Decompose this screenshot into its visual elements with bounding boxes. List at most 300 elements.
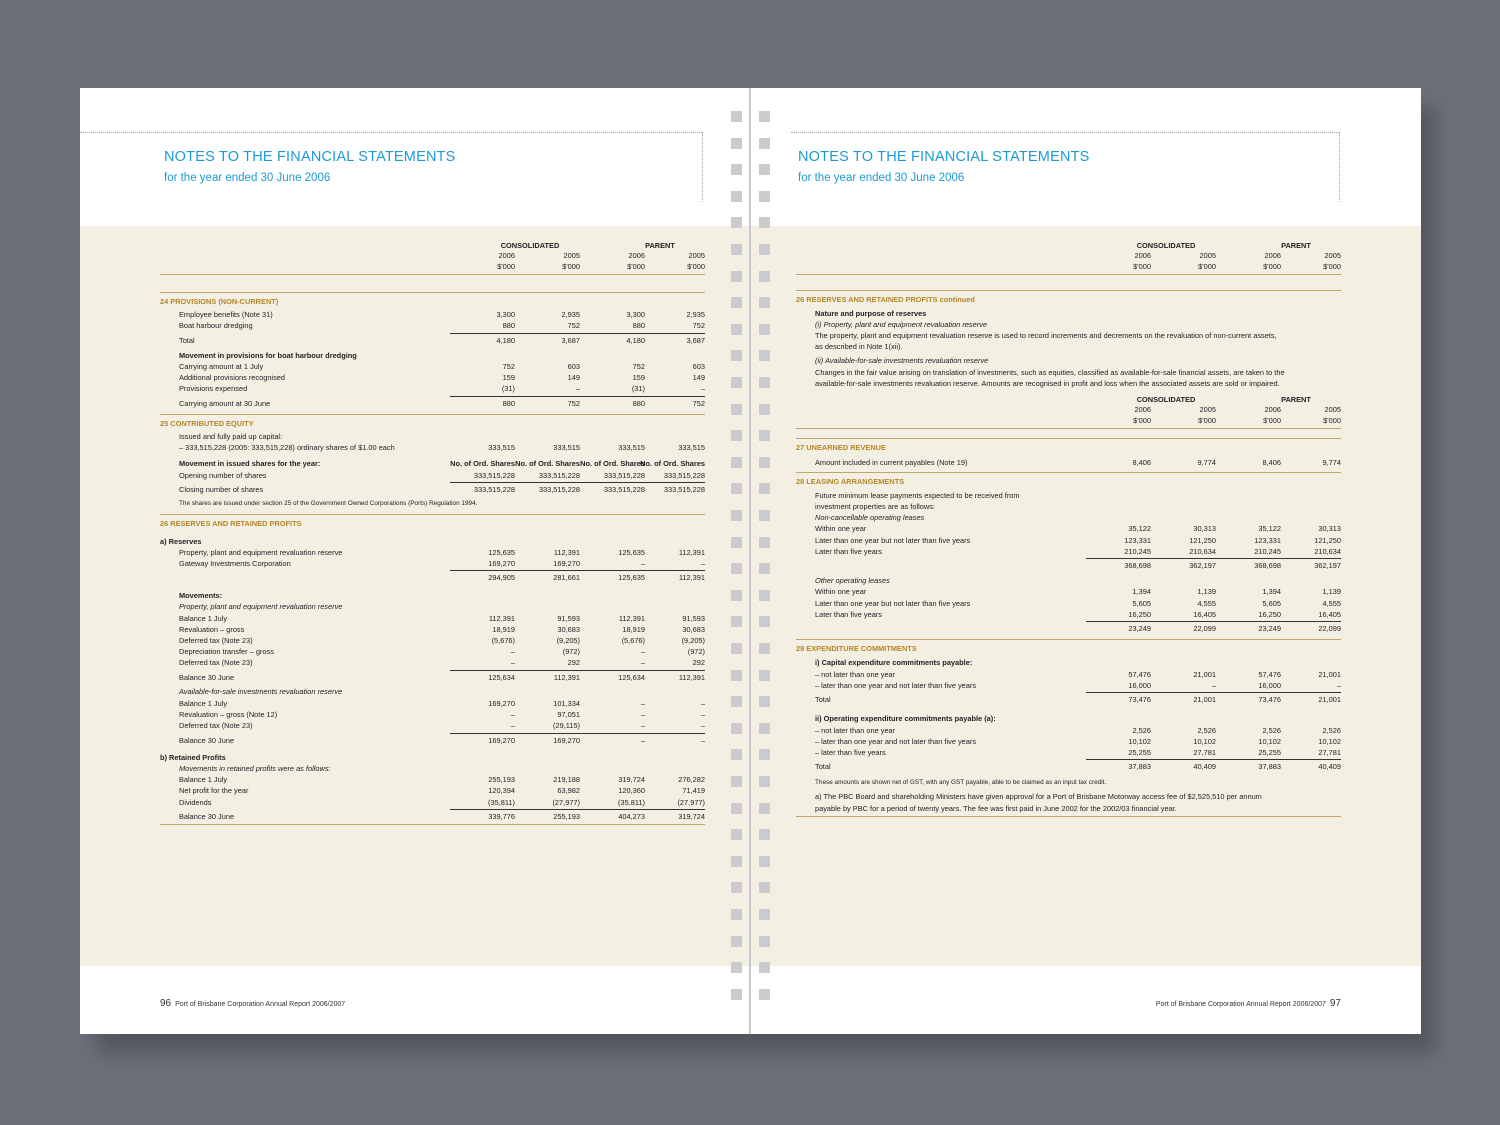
value-cell: 149 bbox=[567, 373, 580, 382]
year-cell: 2006 bbox=[1264, 405, 1281, 414]
row-label: Total bbox=[179, 336, 195, 345]
table-row bbox=[796, 535, 1341, 546]
binding-ring bbox=[731, 936, 742, 947]
row-label: (i) Property, plant and equipment revaluation reserve bbox=[815, 320, 987, 329]
table-row bbox=[160, 735, 705, 746]
parent-header: PARENT bbox=[1281, 241, 1311, 250]
row-label: investment properties are as follows: bbox=[815, 502, 935, 511]
value-cell: 30,313 bbox=[1318, 524, 1341, 533]
value-cell: 752 bbox=[632, 362, 645, 371]
value-cell: 210,245 bbox=[1254, 547, 1281, 556]
row-label: Property, plant and equipment revaluation reserve bbox=[179, 602, 343, 611]
binding-ring bbox=[731, 510, 742, 521]
report-name: Port of Brisbane Corporation Annual Report 2006/2007 bbox=[175, 1001, 346, 1008]
value-cell: (31) bbox=[501, 384, 515, 393]
row-label: – later than one year and not later than five years bbox=[815, 681, 977, 690]
row-label: Total bbox=[815, 695, 831, 704]
row-label: Employee benefits (Note 31) bbox=[179, 310, 273, 319]
row-label: 29 EXPENDITURE COMMITMENTS bbox=[796, 644, 917, 653]
value-cell: 112,391 bbox=[678, 573, 705, 582]
page-subtitle: for the year ended 30 June 2006 bbox=[164, 172, 331, 184]
row-label: The property, plant and equipment revaluation reserve is used to record increments and decrements on the revaluation of non-current assets, bbox=[815, 331, 1277, 340]
value-cell: 112,391 bbox=[553, 548, 580, 557]
value-cell: (35,811) bbox=[488, 798, 515, 807]
subtotal-rule bbox=[450, 570, 705, 571]
value-cell: 21,001 bbox=[1193, 670, 1216, 679]
table-row bbox=[160, 350, 705, 361]
binding-ring bbox=[731, 909, 742, 920]
row-label: Balance 1 July bbox=[179, 699, 228, 708]
binding-ring bbox=[731, 989, 742, 1000]
binding-ring bbox=[731, 377, 742, 388]
table-row bbox=[160, 398, 705, 409]
dotted-rule bbox=[1339, 132, 1340, 202]
section-rule bbox=[796, 472, 1341, 473]
table-row bbox=[160, 785, 705, 796]
row-label: Later than five years bbox=[815, 610, 882, 619]
value-cell: 123,331 bbox=[1124, 536, 1151, 545]
binding-ring bbox=[759, 803, 770, 814]
section-rule bbox=[160, 292, 705, 293]
row-label: Nature and purpose of reserves bbox=[815, 309, 927, 318]
value-cell: – bbox=[640, 647, 645, 656]
binding-ring bbox=[759, 590, 770, 601]
value-cell: 603 bbox=[692, 362, 705, 371]
end-rule bbox=[160, 824, 705, 825]
value-cell: 18,919 bbox=[622, 625, 645, 634]
value-cell: 333,515,228 bbox=[663, 471, 705, 480]
value-cell: (5,676) bbox=[621, 636, 645, 645]
value-cell: No. of Ord. Shares bbox=[450, 459, 515, 468]
value-cell: 121,250 bbox=[1314, 536, 1341, 545]
year-cell: 2006 bbox=[1264, 251, 1281, 260]
value-cell: 112,391 bbox=[678, 548, 705, 557]
subtotal-rule bbox=[450, 670, 705, 671]
row-label: as described in Note 1(xii). bbox=[815, 342, 903, 351]
page-subtitle: for the year ended 30 June 2006 bbox=[798, 172, 965, 184]
value-cell: 22,099 bbox=[1193, 624, 1216, 633]
value-cell: 255,193 bbox=[553, 812, 580, 821]
year-header bbox=[796, 250, 1341, 261]
value-cell: 1,394 bbox=[1262, 587, 1281, 596]
unit-cell: $'000 bbox=[1198, 262, 1216, 271]
row-label: – not later than one year bbox=[815, 726, 896, 735]
row-label: 28 LEASING ARRANGEMENTS bbox=[796, 477, 905, 486]
value-cell: 27,781 bbox=[1318, 748, 1341, 757]
value-cell: – bbox=[700, 384, 705, 393]
value-cell: 25,255 bbox=[1258, 748, 1281, 757]
binding-ring bbox=[759, 643, 770, 654]
table-row bbox=[796, 560, 1341, 571]
table-row bbox=[796, 308, 1341, 319]
table-row bbox=[796, 598, 1341, 609]
binding-ring bbox=[759, 989, 770, 1000]
subtotal-rule bbox=[1086, 558, 1341, 559]
binding-ring bbox=[759, 404, 770, 415]
value-cell: – bbox=[510, 710, 515, 719]
value-cell: 8,406 bbox=[1132, 458, 1151, 467]
value-cell: 121,250 bbox=[1189, 536, 1216, 545]
value-cell: 16,405 bbox=[1318, 610, 1341, 619]
value-cell: 294,905 bbox=[488, 573, 515, 582]
value-cell: 18,919 bbox=[492, 625, 515, 634]
value-cell: 333,515,228 bbox=[538, 485, 580, 494]
row-label: Balance 30 June bbox=[179, 673, 235, 682]
row-label: Non-cancellable operating leases bbox=[815, 513, 925, 522]
subtotal-rule bbox=[1086, 759, 1341, 760]
binding-ring bbox=[731, 776, 742, 787]
table-row bbox=[796, 512, 1341, 523]
binding-ring bbox=[759, 350, 770, 361]
value-cell: 281,661 bbox=[553, 573, 580, 582]
unit-cell: $'000 bbox=[562, 262, 580, 271]
value-cell: 16,405 bbox=[1193, 610, 1216, 619]
value-cell: 339,776 bbox=[488, 812, 515, 821]
value-cell: 333,515,228 bbox=[473, 471, 515, 480]
binding-ring bbox=[731, 271, 742, 282]
value-cell: 752 bbox=[692, 399, 705, 408]
parent-header: PARENT bbox=[645, 241, 675, 250]
value-cell: 125,635 bbox=[618, 573, 645, 582]
binding-ring bbox=[731, 191, 742, 202]
section-rule bbox=[796, 290, 1341, 291]
table-row bbox=[160, 547, 705, 558]
value-cell: 10,102 bbox=[1318, 737, 1341, 746]
binding-ring bbox=[731, 537, 742, 548]
row-label: 25 CONTRIBUTED EQUITY bbox=[160, 419, 254, 428]
row-label: Issued and fully paid up capital: bbox=[179, 432, 283, 441]
table-row bbox=[160, 590, 705, 601]
row-label: Movement in provisions for boat harbour dredging bbox=[179, 351, 357, 360]
binding-ring bbox=[731, 430, 742, 441]
value-cell: (972) bbox=[562, 647, 580, 656]
value-cell: 2,526 bbox=[1197, 726, 1216, 735]
value-cell: 112,391 bbox=[618, 614, 645, 623]
row-label: These amounts are shown net of GST, with any GST payable, able to be claimed as an input tax credit. bbox=[815, 779, 1107, 786]
table-row bbox=[796, 694, 1341, 705]
value-cell: 40,409 bbox=[1318, 762, 1341, 771]
year-cell: 2006 bbox=[628, 251, 645, 260]
row-label: Total bbox=[815, 762, 831, 771]
value-cell: – bbox=[700, 721, 705, 730]
row-label: – later than five years bbox=[815, 748, 886, 757]
row-label: Within one year bbox=[815, 587, 867, 596]
row-label: i) Capital expenditure commitments payable: bbox=[815, 658, 973, 667]
subtotal-rule bbox=[450, 733, 705, 734]
content-panel bbox=[80, 226, 750, 966]
unit-header bbox=[796, 415, 1341, 426]
subtotal-rule bbox=[450, 396, 705, 397]
value-cell: – bbox=[640, 736, 645, 745]
value-cell: 880 bbox=[502, 399, 515, 408]
value-cell: (972) bbox=[687, 647, 705, 656]
row-label: Provisions expensed bbox=[179, 384, 248, 393]
table-row bbox=[796, 725, 1341, 736]
page-title: NOTES TO THE FINANCIAL STATEMENTS bbox=[164, 149, 456, 165]
value-cell: – bbox=[700, 699, 705, 708]
row-label: – later than one year and not later than five years bbox=[815, 737, 977, 746]
table-row bbox=[160, 572, 705, 583]
section-rule bbox=[160, 514, 705, 515]
row-label: a) The PBC Board and shareholding Ministers have given approval for a Port of Brisbane Motorway access fee of $2,525,510 per annum bbox=[815, 792, 1262, 801]
end-rule bbox=[796, 816, 1341, 817]
row-label: Balance 1 July bbox=[179, 775, 228, 784]
value-cell: 16,250 bbox=[1258, 610, 1281, 619]
value-cell: No. of Ord. Shares bbox=[515, 459, 580, 468]
table-row bbox=[160, 797, 705, 808]
value-cell: – bbox=[700, 710, 705, 719]
value-cell: 5,605 bbox=[1132, 599, 1151, 608]
section-heading bbox=[796, 294, 1341, 305]
table-row bbox=[160, 774, 705, 785]
value-cell: 10,102 bbox=[1258, 737, 1281, 746]
year-cell: 2005 bbox=[1199, 405, 1216, 414]
page-number: 96 bbox=[160, 998, 172, 1009]
binding-ring bbox=[759, 377, 770, 388]
binding-ring bbox=[759, 457, 770, 468]
report-name: Port of Brisbane Corporation Annual Report 2006/2007 bbox=[1155, 1001, 1326, 1008]
row-label: Changes in the fair value arising on translation of investments, such as equities, classified as available-for-sale financial assets, are taken to the bbox=[815, 368, 1285, 377]
binding-ring bbox=[759, 510, 770, 521]
value-cell: 3,687 bbox=[686, 336, 705, 345]
binding-ring bbox=[731, 350, 742, 361]
value-cell: 112,391 bbox=[488, 614, 515, 623]
value-cell: 752 bbox=[567, 399, 580, 408]
value-cell: 23,249 bbox=[1258, 624, 1281, 633]
notes-table-left bbox=[160, 240, 705, 840]
row-label: Amount included in current payables (Note 19) bbox=[815, 458, 968, 467]
binding-ring bbox=[759, 670, 770, 681]
row-label: Movements: bbox=[179, 591, 223, 600]
value-cell: 73,476 bbox=[1128, 695, 1151, 704]
value-cell: – bbox=[1211, 681, 1216, 690]
table-row bbox=[160, 498, 705, 509]
row-label: Dividends bbox=[179, 798, 212, 807]
binding-ring bbox=[759, 616, 770, 627]
value-cell: 276,282 bbox=[678, 775, 705, 784]
table-row bbox=[160, 811, 705, 822]
value-cell: 22,099 bbox=[1318, 624, 1341, 633]
row-label: payable by PBC for a period of twenty years. The fee was first paid in June 2002 for the 2002/03 financial year. bbox=[815, 804, 1177, 813]
table-row bbox=[160, 763, 705, 774]
unit-cell: $'000 bbox=[627, 262, 645, 271]
notes-table-right bbox=[796, 240, 1341, 840]
row-label: Deferred tax (Note 23) bbox=[179, 658, 253, 667]
table-row bbox=[796, 777, 1341, 788]
right-page bbox=[751, 88, 1421, 1034]
value-cell: 57,476 bbox=[1258, 670, 1281, 679]
row-label: The shares are issued under section 25 of the Government Owned Corporations (Ports) Regulation 1994. bbox=[179, 500, 478, 507]
table-row bbox=[796, 609, 1341, 620]
unit-header bbox=[796, 261, 1341, 272]
year-cell: 2006 bbox=[498, 251, 515, 260]
binding-ring bbox=[759, 111, 770, 122]
value-cell: 292 bbox=[567, 658, 580, 667]
value-cell: 880 bbox=[502, 321, 515, 330]
value-cell: No. of Ord. Shares bbox=[640, 459, 705, 468]
value-cell: 319,724 bbox=[618, 775, 645, 784]
value-cell: 210,245 bbox=[1124, 547, 1151, 556]
row-label: 24 PROVISIONS (NON-CURRENT) bbox=[160, 297, 279, 306]
value-cell: 30,313 bbox=[1193, 524, 1216, 533]
year-cell: 2005 bbox=[1324, 251, 1341, 260]
value-cell: 210,634 bbox=[1314, 547, 1341, 556]
row-label: available-for-sale investments revaluation reserve. Amounts are recognised in profit and loss when the associated assets are sold or impaired. bbox=[815, 379, 1280, 388]
value-cell: 57,476 bbox=[1128, 670, 1151, 679]
binding-ring bbox=[731, 856, 742, 867]
section-rule bbox=[796, 639, 1341, 640]
value-cell: 404,273 bbox=[618, 812, 645, 821]
value-cell: 319,724 bbox=[678, 812, 705, 821]
table-row bbox=[160, 536, 705, 547]
table-row bbox=[796, 378, 1341, 389]
value-cell: – bbox=[640, 710, 645, 719]
value-cell: 752 bbox=[692, 321, 705, 330]
binding-ring bbox=[759, 217, 770, 228]
value-cell: 169,270 bbox=[553, 559, 580, 568]
row-label: Balance 30 June bbox=[179, 812, 235, 821]
value-cell: 169,270 bbox=[488, 559, 515, 568]
value-cell: (35,811) bbox=[618, 798, 645, 807]
binding-ring bbox=[759, 271, 770, 282]
value-cell: 1,139 bbox=[1197, 587, 1216, 596]
value-cell: 603 bbox=[567, 362, 580, 371]
page-spine bbox=[749, 88, 751, 1034]
binding-ring bbox=[731, 829, 742, 840]
binding-ring bbox=[759, 723, 770, 734]
value-cell: 2,935 bbox=[561, 310, 580, 319]
value-cell: 368,698 bbox=[1124, 561, 1151, 570]
value-cell: 362,197 bbox=[1189, 561, 1216, 570]
value-cell: 35,122 bbox=[1128, 524, 1151, 533]
table-row bbox=[160, 383, 705, 394]
row-label: (ii) Available-for-sale investments revaluation reserve bbox=[815, 356, 989, 365]
table-row bbox=[796, 713, 1341, 724]
binding-ring bbox=[759, 936, 770, 947]
value-cell: – bbox=[510, 658, 515, 667]
value-cell: 125,635 bbox=[618, 548, 645, 557]
table-row bbox=[796, 586, 1341, 597]
value-cell: 362,197 bbox=[1314, 561, 1341, 570]
binding-ring bbox=[731, 643, 742, 654]
table-row bbox=[160, 709, 705, 720]
content-panel bbox=[751, 226, 1421, 966]
value-cell: 4,180 bbox=[626, 336, 645, 345]
unit-cell: $'000 bbox=[1198, 416, 1216, 425]
value-cell: 752 bbox=[502, 362, 515, 371]
page-footer-left bbox=[160, 998, 345, 1009]
value-cell: 333,515,228 bbox=[603, 485, 645, 494]
table-row bbox=[160, 613, 705, 624]
unit-cell: $'000 bbox=[1323, 262, 1341, 271]
table-row bbox=[796, 669, 1341, 680]
row-label: Carrying amount at 1 July bbox=[179, 362, 264, 371]
binding-ring bbox=[731, 297, 742, 308]
year-header bbox=[160, 250, 705, 261]
value-cell: 255,193 bbox=[488, 775, 515, 784]
consolidated-header: CONSOLIDATED bbox=[1136, 395, 1196, 404]
value-cell: 2,526 bbox=[1262, 726, 1281, 735]
value-cell: 112,391 bbox=[678, 673, 705, 682]
binding-ring bbox=[731, 404, 742, 415]
binding-ring bbox=[759, 909, 770, 920]
binding-ring bbox=[759, 776, 770, 787]
row-label: Later than one year but not later than five years bbox=[815, 536, 971, 545]
row-label: Gateway Investments Corporation bbox=[179, 559, 291, 568]
unit-header bbox=[160, 261, 705, 272]
table-row bbox=[160, 601, 705, 612]
value-cell: (29,115) bbox=[553, 721, 580, 730]
table-row bbox=[160, 309, 705, 320]
row-label: Revaluation – gross bbox=[179, 625, 245, 634]
header-rule bbox=[796, 428, 1341, 429]
row-label: Movement in issued shares for the year: bbox=[179, 459, 321, 468]
consolidated-header: CONSOLIDATED bbox=[1136, 241, 1196, 250]
table-row bbox=[160, 484, 705, 495]
year-cell: 2005 bbox=[1199, 251, 1216, 260]
year-cell: 2005 bbox=[1324, 405, 1341, 414]
value-cell: – bbox=[700, 559, 705, 568]
binding-ring bbox=[731, 962, 742, 973]
table-row bbox=[160, 335, 705, 346]
binding-ring bbox=[759, 324, 770, 335]
subtotal-rule bbox=[450, 809, 705, 810]
section-heading bbox=[796, 476, 1341, 487]
table-row bbox=[796, 657, 1341, 668]
value-cell: 2,935 bbox=[686, 310, 705, 319]
table-row bbox=[796, 680, 1341, 691]
value-cell: – bbox=[640, 658, 645, 667]
value-cell: 91,593 bbox=[557, 614, 580, 623]
binding-ring bbox=[731, 723, 742, 734]
binding-ring bbox=[731, 457, 742, 468]
value-cell: 23,249 bbox=[1128, 624, 1151, 633]
value-cell: (27,977) bbox=[552, 798, 580, 807]
header-rule bbox=[796, 274, 1341, 275]
binding-ring bbox=[759, 430, 770, 441]
table-row bbox=[160, 624, 705, 635]
row-label: ii) Operating expenditure commitments payable (a): bbox=[815, 714, 996, 723]
value-cell: (9,205) bbox=[556, 636, 580, 645]
value-cell: 21,001 bbox=[1193, 695, 1216, 704]
table-row bbox=[796, 501, 1341, 512]
value-cell: 333,515,228 bbox=[538, 471, 580, 480]
section-rule bbox=[796, 438, 1341, 439]
table-row bbox=[796, 367, 1341, 378]
value-cell: 210,634 bbox=[1189, 547, 1216, 556]
subtotal-rule bbox=[1086, 692, 1341, 693]
table-row bbox=[796, 457, 1341, 468]
table-row bbox=[796, 330, 1341, 341]
value-cell: – bbox=[640, 721, 645, 730]
value-cell: 63,982 bbox=[557, 786, 580, 795]
row-label: 26 RESERVES AND RETAINED PROFITS continued bbox=[796, 295, 975, 304]
binding-ring bbox=[759, 749, 770, 760]
value-cell: 333,515 bbox=[678, 443, 705, 452]
table-row bbox=[160, 752, 705, 763]
row-label: Movements in retained profits were as follows: bbox=[179, 764, 331, 773]
value-cell: 16,250 bbox=[1128, 610, 1151, 619]
page-title: NOTES TO THE FINANCIAL STATEMENTS bbox=[798, 149, 1090, 165]
value-cell: 40,409 bbox=[1193, 762, 1216, 771]
binding-ring bbox=[731, 882, 742, 893]
value-cell: 21,001 bbox=[1318, 695, 1341, 704]
row-label: Revaluation – gross (Note 12) bbox=[179, 710, 278, 719]
year-header bbox=[796, 404, 1341, 415]
binding-ring bbox=[759, 164, 770, 175]
dotted-rule bbox=[702, 132, 703, 202]
value-cell: 2,526 bbox=[1322, 726, 1341, 735]
